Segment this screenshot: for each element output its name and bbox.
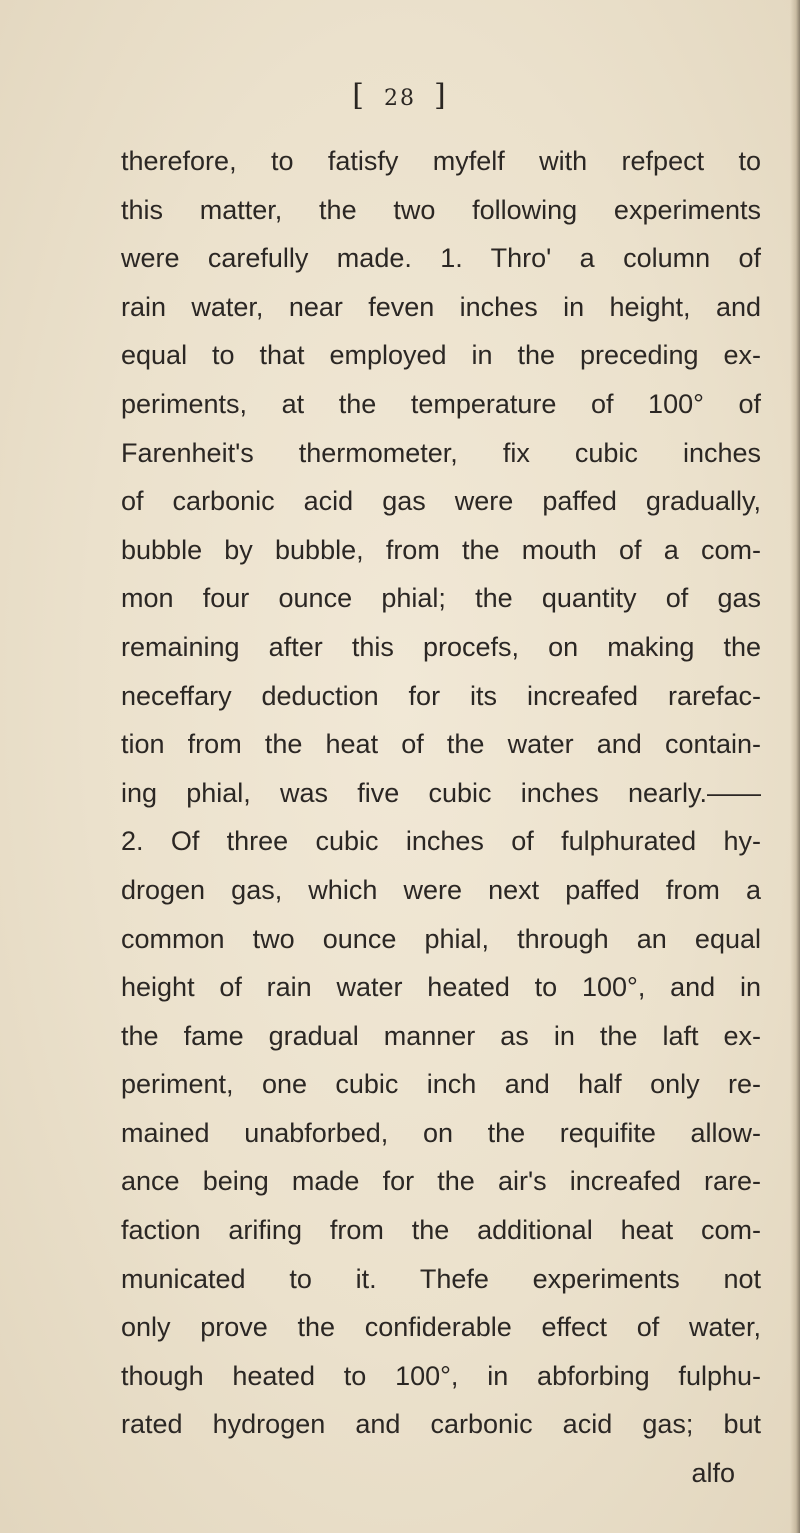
text-line: of carbonic acid gas were paffed gradually,	[121, 486, 761, 517]
text-line: mained unabforbed, on the requifite allow-	[121, 1117, 761, 1148]
text-line: therefore, to fatisfy myfelf with refpect to	[121, 146, 761, 176]
page-number: 28	[384, 86, 416, 111]
text-line: municated to it. Thefe experiments not	[121, 1263, 761, 1294]
text-line: faction arifing from the additional heat com-	[121, 1215, 761, 1246]
text-line: periments, at the temperature of 100° of	[121, 388, 761, 419]
text-line: height of rain water heated to 100°, and in	[121, 972, 761, 1003]
text-line: tion from the heat of the water and contain-	[121, 729, 761, 760]
text-line: rain water, near feven inches in height, and	[121, 291, 761, 322]
header-close-bracket: ]	[434, 78, 448, 113]
text-line: bubble by bubble, from the mouth of a com-	[121, 534, 761, 565]
text-line: rated hydrogen and carbonic acid gas; but	[121, 1409, 761, 1440]
body-text	[121, 137, 761, 1498]
text-line: drogen gas, which were next paffed from a	[121, 874, 761, 905]
text-line: common two ounce phial, through an equal	[121, 923, 761, 954]
text-line: equal to that employed in the preceding ex-	[121, 340, 761, 371]
text-line: ance being made for the air's increafed rare-	[121, 1166, 761, 1197]
text-line: the fame gradual manner as in the laft ex-	[121, 1020, 761, 1051]
page-edge-shadow	[790, 0, 800, 1533]
text-line: periment, one cubic inch and half only re-	[121, 1069, 761, 1100]
text-line: though heated to 100°, in abforbing fulphu-	[121, 1360, 761, 1391]
text-line: remaining after this procefs, on making the	[121, 631, 761, 662]
text-line: mon four ounce phial; the quantity of gas	[121, 583, 761, 614]
header-open-bracket: [	[352, 78, 366, 113]
text-line: ing phial, was five cubic inches nearly.——	[121, 777, 761, 808]
page-header	[0, 78, 800, 113]
text-line: this matter, the two following experiments	[121, 194, 761, 225]
text-line: only prove the confiderable effect of water,	[121, 1312, 761, 1343]
text-line: 2. Of three cubic inches of fulphurated hy-	[121, 826, 761, 857]
catchword: alfo	[691, 1458, 735, 1489]
text-line: neceffary deduction for its increafed rarefac-	[121, 680, 761, 711]
text-line: were carefully made. 1. Thro' a column of	[121, 243, 761, 274]
text-line: Farenheit's thermometer, fix cubic inches	[121, 437, 761, 468]
